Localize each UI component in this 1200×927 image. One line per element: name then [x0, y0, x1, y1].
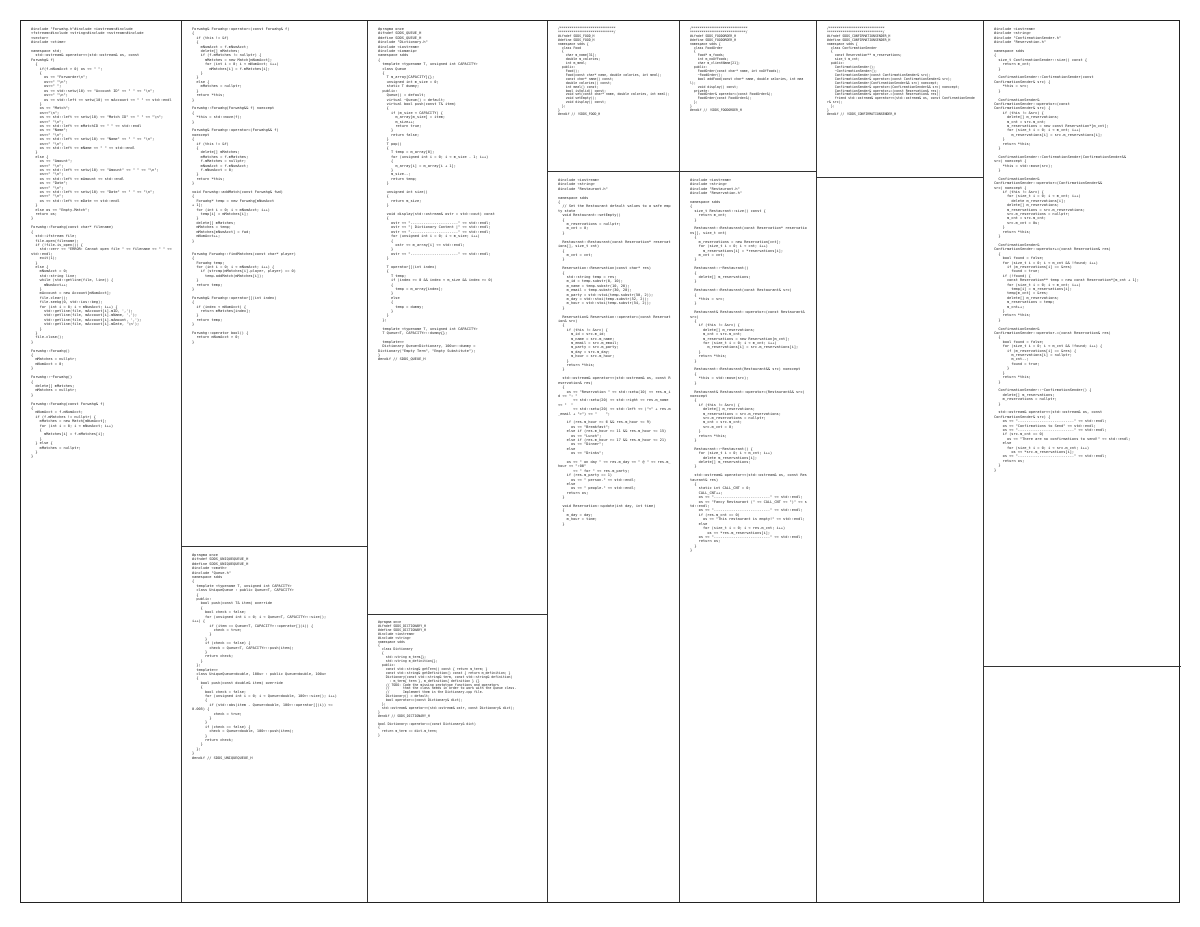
code-block-food-header: [548, 21, 679, 171]
code-block-restaurant: [680, 172, 816, 904]
code-block-queue: [368, 21, 547, 614]
code-text: /***************************** *****************************/ #ifndef SDDS_FOOD_H #define SDDS_FOOD_H namespace sdds { class Food { char m_name[31]; double m_calories; int m_meal; public: Food(); Food(const char* name, double calories, int meal); const char* name() const; double calories() const; int meal() const; bool isValid() const; void set(const char* name, double calories, int meal); void setEmpty(); void display() const; }; } #endif // !SDDS_FOOD_H: [558, 26, 670, 116]
code-block-confirmationsender-header: [817, 21, 983, 177]
code-text: Forwahg& Forwahg::operator=(const Forwahg& f) { if (this != &f) { mNumAcct = f.mNumAcct; delete[] mMatches; if (f.mMatches != nullptr) { mMatches = new Match[mNumAcct]; for (int i = 0; i < mNumAcct; i++) mMatches[i] = f.mMatches[i]; } } else { mMatches = nullptr; } return *this; } Forwahg::Forwahg(Forwahg&& f) noexcept { *this = std::move(f); } Forwahg& Forwahg::operator=(Forwahg&& f) noexcept { if (this != &f) { delete[] mMatches; mMatches = f.mMatches; f.mMatches = nullptr; mNumAcct = f.mNumAcct; f.mNumAcct = 0; } return *this; } void Forwahg::addMatch(const Forwahg& fwd) { Forwahg* temp = new Forwahg[mNumAcct + 1]; for (int i = 0; i < mNumAcct; i++) temp[i] = mMatches[i]; } delete[] mMatches; mMatches = temp; mMatches[mNumAcct] = fwd; mNumAcct++; } Forwahg Forwahg::findMatches(const char* player) { Forwahg temp; for (int i = 0; i < mNumAcct; i++) { if (strcmp(mMatches[i].player, player) == 0) temp.addMatch(mMatches[i]); } return temp; } Forwahg& Forwahg::operator[](int index) { if (index < mNumAcct) { return mMatches[index]; } return temp; } Forwahg::operator bool() { return mNumAcct > 0; }: [192, 27, 296, 344]
code-block-reservation: [548, 172, 679, 904]
code-text: #include <iostream> #include <string> #include "Restaurant.h" #include "Reservation.h" namespace sdds { size_t Restaurant::size() const { return m_cnt; } Restaurant::Restaurant(const Reservation* reservations[], size_t cnt) { m_reservations = new Reservation[cnt]; for (size_t i = 0; i < cnt; i++) m_reservations[i] = *reservations[i]; m_cnt = cnt; } Restaurant::~Restaurant() { delete[] m_reservations; } Restaurant::Restaurant(const Restaurant& src) { *this = src; } Restaurant& Restaurant::operator=(const Restaurant& src) { if (this != &src) { delete[] m_reservations; m_cnt = src.m_cnt; m_reservations = new Reservation[m_cnt]; for (size_t i = 0; i < m_cnt; i++) m_reservations[i] = src.m_reservations[i]; } return *this; } Restaurant::Restaurant(Restaurant&& src) noexcept { *this = std::move(src); } Restaurant& Restaurant::operator=(Restaurant&& src) noexcept { if (this != &src) { delete[] m_reservations; m_reservations = src.m_reservations; src.m_reservations = nullptr; m_cnt = src.m_cnt; src.m_cnt = 0; } return *this; } Restaurant::~Restaurant() { for (size_t i = 0; i < m_cnt; i++) delete m_reservations[i]; delete[] m_reservations; } std::ostream& operator<<(std::ostream& os, const Restaurant& res) { static int CALL_CNT = 0; CALL_CNT++; os << "--------------------------" << std::endl; os << "Fancy Restaurant (" << CALL_CNT << ")" << std::endl; os << "--------------------------" << std::endl; if (res.m_cnt == 0) os << "This restaurant is empty!" << std::endl; else for (size_t i = 0; i < res.m_cnt; i++) os << *res.m_reservations[i]; os << "--------------------------" << std::endl; return os; } }: [690, 178, 807, 553]
code-text: /***************************** *****************************/ #ifndef SDDS_FOODORDER_H #define SDDS_FOODORDER_H namespace sdds { class FoodOrder { Food* m_foods; int m_noOfFoods; char m_clientName[21]; public: FoodOrder(const char* name, int noOfFoods); ~FoodOrder(); bool addFood(const char* name, double calories, int meal); void display() const; private: FoodOrder& operator=(const FoodOrder&); FoodOrder(const FoodOrder&); }; } #endif // !SDDS_FOODORDER_H: [690, 26, 804, 113]
code-text: #include <iostream> #include <string> #include "Restaurant.h" namespace sdds { // Set the Restaurant default values to a safe empty state void Restaurant::setEmpty() { m_reservations = nullptr; m_cnt = 0; } Restaurant::Restaurant(const Reservation* reservations[], size_t cnt) { m_cnt = cnt; } Reservation::Reservation(const char* res) { std::string temp = res; m_id = temp.substr(0, 10); m_name = temp.substr(10, 20); m_email = temp.substr(30, 20); m_party = std::stoi(temp.substr(50, 2)); m_day = std::stoi(temp.substr(52, 2)); m_hour = std::stoi(temp.substr(54, 2)); } Reservation& Reservation::operator=(const Reservation& src) { if (this != &src) { m_id = src.m_id; m_name = src.m_name; m_email = src.m_email; m_party = src.m_party; m_day = src.m_day; m_hour = src.m_hour; } return *this; } std::ostream& operator<<(std::ostream& os, const Reservation& res) { os << "Reservation " << std::setw(10) << res.m_id << ": " << std::setw(20) << std::right << res.m_name << " " << std::setw(20) << std::left << ("<" + res.m_email + ">") << " "; if (res.m_hour >= 6 && res.m_hour <= 9) os << "Breakfast"; else if (res.m_hour >= 11 && res.m_hour <= 15) os << "Lunch"; else if (res.m_hour >= 17 && res.m_hour <= 21) os << "Dinner"; else os << "Drinks"; os << " on day " << res.m_day << " @ " << res.m_hour << ":00" << " for " << res.m_party; if (res.m_party == 1) os << " person." << std::endl; else os << " people." << std::endl; return os; } void Reservation::update(int day, int time) { m_day = day; m_hour = time; }: [558, 178, 671, 526]
code-block-forwahg-impl: [21, 21, 181, 904]
cheat-sheet-page: [20, 20, 1180, 903]
code-text: #include "Forwahg.h"#include <iostream>#include <fstream>#include <string>#include <sstream>#include <vector> #include <ctime> namespace std; std::ostream& operator<<(std::ostream& os, const Forwahg& f) { if(f.mNumAcct > 0) os << " "; { os << "Forwarder\n"; os<<" "\n"; os<<" "; os << std::setw(10) << "Account ID" << " " << "\n"; os<<" "\n"; os << std::left << setw(10) << mAccount << " " << std::endl } os << "Match"; os<<"\n"; os << std::left << setw(10) << "Match ID" << " " << "\n"; os<<" "\n"; os << std::left << mMatchID << " " << std::endl os << "Name"; os<<" "\n"; os << std::left << setw(10) << "Name" << " " << "\n"; os<<" "\n"; os << std::left << mName << " " << std::endl } else { os << "Amount"; os<<" "\n"; os << std::left << setw(10) << "Amount" << " " << "\n"; os<<" "\n"; os << std::left << mAmount << std::endl os << "Date"; os<<" "\n"; os << std::left << setw(10) << "Date" << " " << "\n"; os<<" "\n"; os << std::left << mDate << std::endl } else os << "Empty-Match"; return os; } Forwahg::Forwahg(const char* filename) { std::ifstream file; file.open(filename); if (!file.is_open()) { std::cerr << "ERROR: Cannot open file " << filename << " " << std::endl; exit(1); } else { mNumAcct = 0; std::string line; while (std::getline(file, line)) { mNumAcct++; } mAccount = new Account[mNumAcct]; file.clear(); file.seekg(0, std::ios::beg); for (int i = 0; i < mNumAcct; i++) { std::getline(file, mAccount[i].mID, ','); std::getline(file, mAccount[i].mName, ','); std::getline(file, mAccount[i].mAmount, ','); std::getline(file, mAccount[i].mDate, '\n'); } } file.close(); } Forwahg::Forwahg() { mMatches = nullptr; mNumAcct = 0; } Forwahg::~Forwahg() { delete[] mMatches; mMatches = nullptr; } Forwahg::Forwahg(const Forwahg& f) { mNumAcct = f.mNumAcct; if (f.mMatches != nullptr) { mMatches = new Match[mNumAcct]; for (int i = 0; i < mNumAcct; i++) { mMatches[i] = f.mMatches[i]; } } else { mMatches = nullptr; } }: [31, 27, 172, 459]
code-text: #pragma once #ifndef SDDS_DICTIONARY_H #define SDDS_DICTIONARY_H #include <iostream> #include <string> namespace sdds { class Dictionary { std::string m_term{}; std::string m_definition{}; public: const std::string& getTerm() const { return m_term; } const std::string& getDefinition() const { return m_definition; } Dictionary(const std::string& term, const std::string& definition) : m_term{ term }, m_definition{ definition } {} // TODO: Code the missing prototype functions and operators // that the class needs in order to work with the Queue class. // Implement them in the Dictionary.cpp file. Dictionary() = default; bool operator==(const Dictionary& dict); }; std::ostream& operator<<(std::ostream& ostr, const Dictionary& dict); } #endif // SDDS_DICTIONARY_H bool Dictionary::operator==(const Dictionary& dict) { return m_term == dict.m_term; }: [378, 620, 517, 738]
code-text: #pragma once #ifndef SDDS_QUEUE_H #define SDDS_QUEUE_H #include "Dictionary.h" #include <iostream> #include <iomanip> namespace sdds { template <typename T, unsigned int CAPACITY> class Queue { T m_array[CAPACITY]{}; unsigned int m_size = 0; static T dummy; public: Queue() = default; virtual ~Queue() = default; virtual bool push(const T& item) { if (m_size < CAPACITY) { m_array[m_size] = item; m_size++; return true; } return false; } T pop() { T temp = m_array[0]; for (unsigned int i = 0; i < m_size - 1; i++) { m_array[i] = m_array[i + 1]; } m_size--; return temp; } unsigned int size() { return m_size; } void display(std::ostream& ostr = std::cout) const { ostr << "----------------------" << std::endl; ostr << "| Dictionary Content |" << std::endl; ostr << "----------------------" << std::endl; for (unsigned int i = 0; i < m_size; i++) { ostr << m_array[i] << std::endl; } ostr << "----------------------" << std::endl; } T operator[](int index) { T temp; if (index >= 0 && index < m_size && index >= 0) { temp = m_array[index]; } else { temp = dummy; } } }; template <typename T, unsigned int CAPACITY> T Queue<T, CAPACITY>::dummy{}; template<> Dictionary Queue<Dictionary, 100u>::dummy = Dictionary("Empty Term", "Empty Substitute"); } #endif // SDDS_QUEUE_H: [378, 27, 495, 362]
section-divider: [816, 177, 983, 178]
code-block-dictionary: [368, 615, 547, 904]
code-text: #include <iostream> #include <string> #include "ConfirmationSender.h" #include "Reservation.h" namespace sdds { size_t ConfirmationSender::size() const { return m_cnt; } ConfirmationSender::ConfirmationSender(const ConfirmationSender& src) { *this = src; } ConfirmationSender& ConfirmationSender::operator=(const ConfirmationSender& src) { if (this != &src) { delete[] m_reservations; m_cnt = src.m_cnt; m_reservations = new const Reservation*[m_cnt]; for (size_t i = 0; i < m_cnt; i++) m_reservations[i] = src.m_reservations[i]; } return *this; } ConfirmationSender::ConfirmationSender(ConfirmationSender&& src) noexcept { *this = std::move(src); } ConfirmationSender& ConfirmationSender::operator=(ConfirmationSender&& src) noexcept { if (this != &src) { for (size_t i = 0; i < m_cnt; i++) delete m_reservations[i]; delete[] m_reservations; m_reservations = src.m_reservations; src.m_reservations = nullptr; m_cnt = src.m_cnt; src.m_cnt = 0u; } return *this; } ConfirmationSender& ConfirmationSender::operator+=(const Reservation& res) { bool found = false; for (size_t i = 0; i < m_cnt && !found; i++) if (m_reservations[i] == &res) found = true; if (!found) { const Reservation** temp = new const Reservation*[m_cnt + 1]; for (size_t i = 0; i < m_cnt; i++) temp[i] = m_reservations[i]; temp[m_cnt] = &res; delete[] m_reservations; m_reservations = temp; m_cnt++; } return *this; } ConfirmationSender& ConfirmationSender::operator-=(const Reservation& res) { bool found = false; for (size_t i = 0; i < m_cnt && !found; i++) { if (m_reservations[i] == &res) { m_reservations[i] = nullptr; m_cnt--; found = true; } } return *this; } ConfirmationSender::~ConfirmationSender() { delete[] m_reservations; m_reservations = nullptr; } std::ostream& operator<<(std::ostream& os, const ConfirmationSender& src) { os << "--------------------------" << std::endl; os << "Confirmations to Send" << std::endl; os << "--------------------------" << std::endl; if (src.m_cnt == 0) os << "There are no confirmations to send!" << std::endl; else for (size_t i = 0; i < src.m_cnt; i++) os << *src.m_reservations[i]; os << "--------------------------" << std::endl; return os; } }: [994, 27, 1139, 472]
code-block-forwahg-operators: [182, 21, 367, 546]
code-block-uniquequeue: [182, 547, 367, 904]
code-text: /***************************** *****************************/ #ifndef SDDS_CONFIRMATIONSENDER_H #define SDDS_CONFIRMATIONSENDER_H namespace sdds { class ConfirmationSender { const Reservation** m_reservations; size_t m_cnt; public: ConfirmationSender(); ~ConfirmationSender(); ConfirmationSender(const ConfirmationSender& src); ConfirmationSender& operator=(const ConfirmationSender& src); ConfirmationSender(ConfirmationSender&& src) noexcept; ConfirmationSender& operator=(ConfirmationSender&& src) noexcept; ConfirmationSender& operator+=(const Reservation& res); ConfirmationSender& operator-=(const Reservation& res); friend std::ostream& operator<<(std::ostream& os, const ConfirmationSender& src); }; } #endif // !SDDS_CONFIRMATIONSENDER_H: [827, 26, 975, 116]
code-text: #pragma once #ifndef SDDS_UNIQUEQUEUE_H #define SDDS_UNIQUEQUEUE_H #include <cmath> #include "Queue.h" namespace sdds { template <typename T, unsigned int CAPACITY> class UniqueQueue : public Queue<T, CAPACITY> { public: bool push(const T& item) override { bool check = false; for (unsigned int i = 0; i < Queue<T, CAPACITY>::size(); i++) { if (item == Queue<T, CAPACITY>::operator[](i)) { check = true; } } if (check == false) { check = Queue<T, CAPACITY>::push(item); } return check; } }; template<> class UniqueQueue<double, 100u> : public Queue<double, 100u> { bool push(const double& item) override { bool check = false; for (unsigned int i = 0; i < Queue<double, 100>::size(); i++) { if (std::abs(item - Queue<double, 100>::operator[](i)) <= 0.005) { check = true; } } if (check == false) { check = Queue<double, 100>::push(item); } return check; } }; } #endif // SDDS_UNIQUEQUEUE_H: [192, 553, 337, 760]
code-block-foodorder-header: [680, 21, 816, 171]
section-divider: [983, 666, 1181, 667]
code-block-confirmationsender-impl: [984, 21, 1181, 666]
